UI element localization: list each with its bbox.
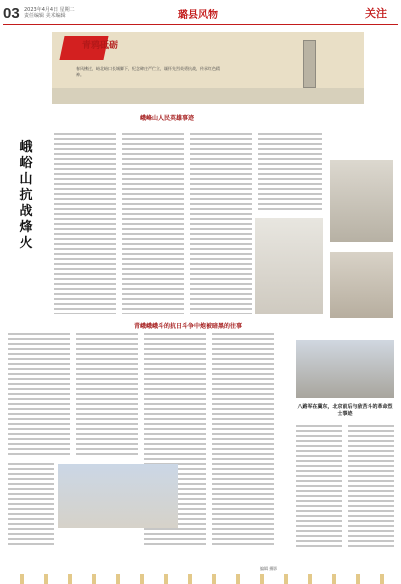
issue-meta: [24, 7, 75, 19]
sidebar-column-2: [348, 424, 394, 550]
footer-ornament: [0, 574, 401, 584]
banner-title: 青鸦砥砺: [82, 41, 119, 51]
issue-editor: 责任编辑 美术编辑: [24, 13, 66, 19]
header-rule: [3, 24, 398, 25]
sidebar-headline: 八路军在冀东，北京前后与敌苦斗的革命烈士事迹: [297, 404, 393, 417]
body-column-5: [8, 332, 70, 458]
footer-credit: 编辑 摄影: [260, 566, 278, 571]
body-column-2: [122, 132, 184, 314]
issue-date: 2023年4月4日 星期二: [24, 7, 75, 13]
body-column-4: [258, 132, 322, 212]
body-column-1: [54, 132, 116, 314]
subhead-1: 峨峰山人民英雄事迹: [140, 115, 195, 122]
photo-blossom: [330, 160, 393, 242]
banner-image: [52, 32, 364, 104]
section-label: 关注: [365, 7, 387, 20]
ground-graphic: [52, 88, 364, 104]
page-header: [0, 0, 401, 26]
photo-memorial: [255, 218, 323, 314]
body-column-8: [212, 332, 274, 548]
photo-sidebar: [296, 340, 394, 398]
monument-graphic: [303, 40, 316, 88]
body-column-3: [190, 132, 252, 314]
banner-caption: 春风拂过，峪北峪口长城脚下，纪念碑庄严伫立，缅怀先烈英勇抗战，传承红色精神。: [76, 66, 220, 77]
body-column-9: [8, 462, 54, 548]
photo-trees: [330, 252, 393, 318]
sidebar-column-1: [296, 424, 342, 550]
body-column-6: [76, 332, 138, 458]
paper-logo: 璐县风物: [178, 10, 218, 21]
article-title: 峨峪山抗战烽火: [19, 140, 33, 251]
page-number: 03: [3, 5, 20, 22]
photo-building: [58, 464, 178, 528]
subhead-2: 青峨峨峨斗的抗日斗争中炮被暗黑的往事: [134, 323, 243, 330]
